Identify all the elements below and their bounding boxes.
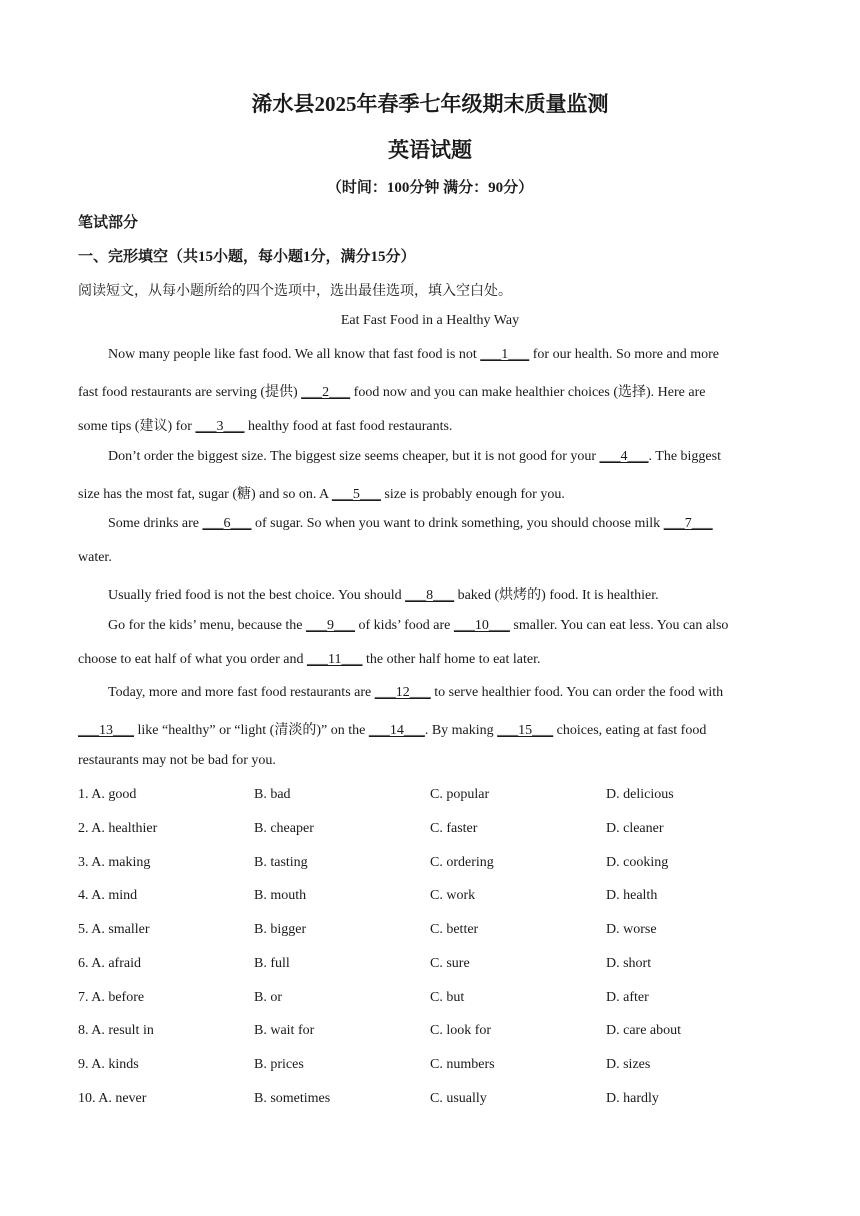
option-8b: B. wait for: [254, 1023, 315, 1038]
part-heading: 笔试部分: [78, 215, 139, 231]
option-8a: 8. A. result in: [78, 1023, 154, 1038]
passage-line: Now many people like fast food. We all know that fast food is not ___1___ for our health. So more and more: [108, 347, 719, 362]
option-2b: B. cheaper: [254, 821, 314, 836]
blank-6: ___6___: [202, 516, 252, 531]
option-7d: D. after: [606, 990, 649, 1005]
option-1c: C. popular: [430, 787, 490, 802]
passage-line: Usually fried food is not the best choice. You should ___8___ baked (烘烤的) food. It is healthier.: [108, 588, 659, 603]
passage-line: Don’t order the biggest size. The biggest size seems cheaper, but it is not good for your ___4___. The biggest: [108, 449, 721, 464]
exam-title: 浠水县2025年春季七年级期末质量监测: [251, 92, 609, 116]
option-1b: B. bad: [254, 787, 291, 802]
option-10b: B. sometimes: [254, 1091, 331, 1106]
option-9a: 9. A. kinds: [78, 1057, 139, 1072]
option-3b: B. tasting: [254, 855, 308, 870]
passage-line: choose to eat half of what you order and ___11___ the other half home to eat later.: [78, 652, 541, 667]
passage-line: fast food restaurants are serving (提供) ___2___ food now and you can make healthier choices (选择). Here are: [78, 385, 706, 400]
option-10c: C. usually: [430, 1091, 487, 1106]
blank-2: ___2___: [301, 385, 351, 400]
option-6b: B. full: [254, 956, 290, 971]
option-2a: 2. A. healthier: [78, 821, 158, 836]
option-2c: C. faster: [430, 821, 478, 836]
blank-1: ___1___: [480, 347, 530, 362]
passage-title: Eat Fast Food in a Healthy Way: [340, 313, 520, 328]
option-4c: C. work: [430, 888, 476, 903]
blank-4: ___4___: [599, 449, 649, 464]
option-4d: D. health: [606, 888, 658, 903]
passage-line: water.: [78, 550, 112, 565]
exam-subject: 英语试题: [388, 138, 472, 162]
option-8c: C. look for: [430, 1023, 492, 1038]
blank-12: ___12___: [374, 685, 431, 700]
passage-line: Go for the kids’ menu, because the ___9___ of kids’ food are ___10___ smaller. You can eat less. You can also: [108, 618, 729, 633]
option-9d: D. sizes: [606, 1057, 651, 1072]
blank-8: ___8___: [405, 588, 455, 603]
option-7a: 7. A. before: [78, 990, 145, 1005]
option-9b: B. prices: [254, 1057, 304, 1072]
blank-5: ___5___: [331, 487, 381, 502]
passage-line: ___13___ like “healthy” or “light (清淡的)” on the ___14___. By making ___15___ choices, eating at fast food: [78, 723, 707, 738]
option-6d: D. short: [606, 956, 652, 971]
blank-15: ___15___: [497, 723, 554, 738]
option-7b: B. or: [254, 990, 282, 1005]
passage-line: restaurants may not be bad for you.: [78, 753, 276, 768]
passage-line: size has the most fat, sugar (糖) and so on. A ___5___ size is probably enough for you.: [78, 487, 565, 502]
option-4b: B. mouth: [254, 888, 307, 903]
blank-14: ___14___: [368, 723, 425, 738]
option-6a: 6. A. afraid: [78, 956, 141, 971]
option-7c: C. but: [430, 990, 465, 1005]
exam-time-info: （时间：100分钟 满分：90分）: [326, 180, 534, 196]
option-10d: D. hardly: [606, 1091, 659, 1106]
option-4a: 4. A. mind: [78, 888, 138, 903]
option-3d: D. cooking: [606, 855, 669, 870]
option-5b: B. bigger: [254, 922, 307, 937]
blank-10: ___10___: [453, 618, 510, 633]
option-5d: D. worse: [606, 922, 657, 937]
passage-line: Some drinks are ___6___ of sugar. So when you want to drink something, you should choose milk ___7___: [108, 516, 713, 531]
passage-line: some tips (建议) for ___3___ healthy food at fast food restaurants.: [78, 419, 453, 434]
blank-7: ___7___: [663, 516, 713, 531]
section-heading: 一、完形填空（共15小题，每小题1分，满分15分）: [78, 249, 416, 265]
option-8d: D. care about: [606, 1023, 682, 1038]
option-1d: D. delicious: [606, 787, 674, 802]
blank-3: ___3___: [195, 419, 245, 434]
passage-line: Today, more and more fast food restaurants are ___12___ to serve healthier food. You can order the food with: [108, 685, 724, 700]
option-5c: C. better: [430, 922, 479, 937]
blank-13: ___13___: [78, 723, 134, 738]
option-3c: C. ordering: [430, 855, 494, 870]
option-10a: 10. A. never: [78, 1091, 147, 1106]
option-1a: 1. A. good: [78, 787, 137, 802]
blank-11: ___11___: [306, 652, 363, 667]
option-3a: 3. A. making: [78, 855, 151, 870]
section-instruction: 阅读短文，从每小题所给的四个选项中，选出最佳选项，填入空白处。: [78, 284, 512, 299]
option-9c: C. numbers: [430, 1057, 495, 1072]
option-5a: 5. A. smaller: [78, 922, 150, 937]
blank-9: ___9___: [306, 618, 356, 633]
option-6c: C. sure: [430, 956, 470, 971]
option-2d: D. cleaner: [606, 821, 664, 836]
